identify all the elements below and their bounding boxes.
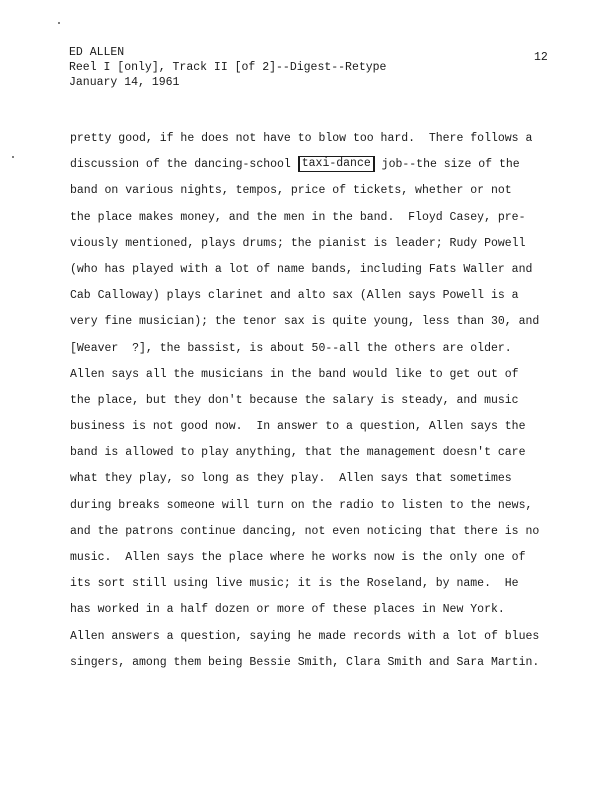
text-line: business is not good now. In answer to a question, Allen says the [70,420,526,434]
text-line: Allen answers a question, saying he made records with a lot of blues [70,629,540,643]
text-line: and the patrons continue dancing, not even noticing that there is no [70,524,540,538]
interview-date: January 14, 1961 [69,76,180,89]
text-line: during breaks someone will turn on the radio to listen to the news, [70,498,533,512]
text-line: what they play, so long as they play. Allen says that sometimes [70,472,512,486]
text-line: viously mentioned, plays drums; the pianist is leader; Rudy Powell [70,236,526,250]
reel-track-info: Reel I [only], Track II [of 2]--Digest--Retype [69,61,387,74]
text-line [70,152,570,178]
page-number: 12 [534,51,548,64]
transcript-body [70,126,570,676]
scan-speck [58,22,60,24]
bracketed-correction: taxi-dance [298,156,375,172]
text-line: Cab Calloway) plays clarinet and alto sax (Allen says Powell is a [70,289,519,303]
text-line: the place makes money, and the men in the band. Floyd Casey, pre- [70,210,526,224]
text-line: pretty good, if he does not have to blow too hard. There follows a [70,132,533,145]
text-line: (who has played with a lot of name bands, including Fats Waller and [70,262,533,276]
text-line: its sort still using live music; it is the Roseland, by name. He [70,577,519,591]
text-line: band on various nights, tempos, price of tickets, whether or not [70,184,512,198]
text-line: the place, but they don't because the salary is steady, and music [70,393,519,407]
text-segment: job--the size of the [374,158,520,172]
text-line: singers, among them being Bessie Smith, Clara Smith and Sara Martin. [70,655,540,669]
scan-speck [12,156,14,158]
text-line: very fine musician); the tenor sax is quite young, less than 30, and [70,315,540,329]
text-line: Allen says all the musicians in the band would like to get out of [70,367,519,381]
text-segment: discussion of the dancing-school [70,158,298,172]
text-line: has worked in a half dozen or more of these places in New York. [70,603,505,617]
interviewee-name: ED ALLEN [69,46,125,59]
text-line: [Weaver ?], the bassist, is about 50--all the others are older. [70,341,512,355]
text-line: music. Allen says the place where he works now is the only one of [70,551,526,564]
document-header [69,45,386,90]
text-line: band is allowed to play anything, that the management doesn't care [70,446,526,460]
